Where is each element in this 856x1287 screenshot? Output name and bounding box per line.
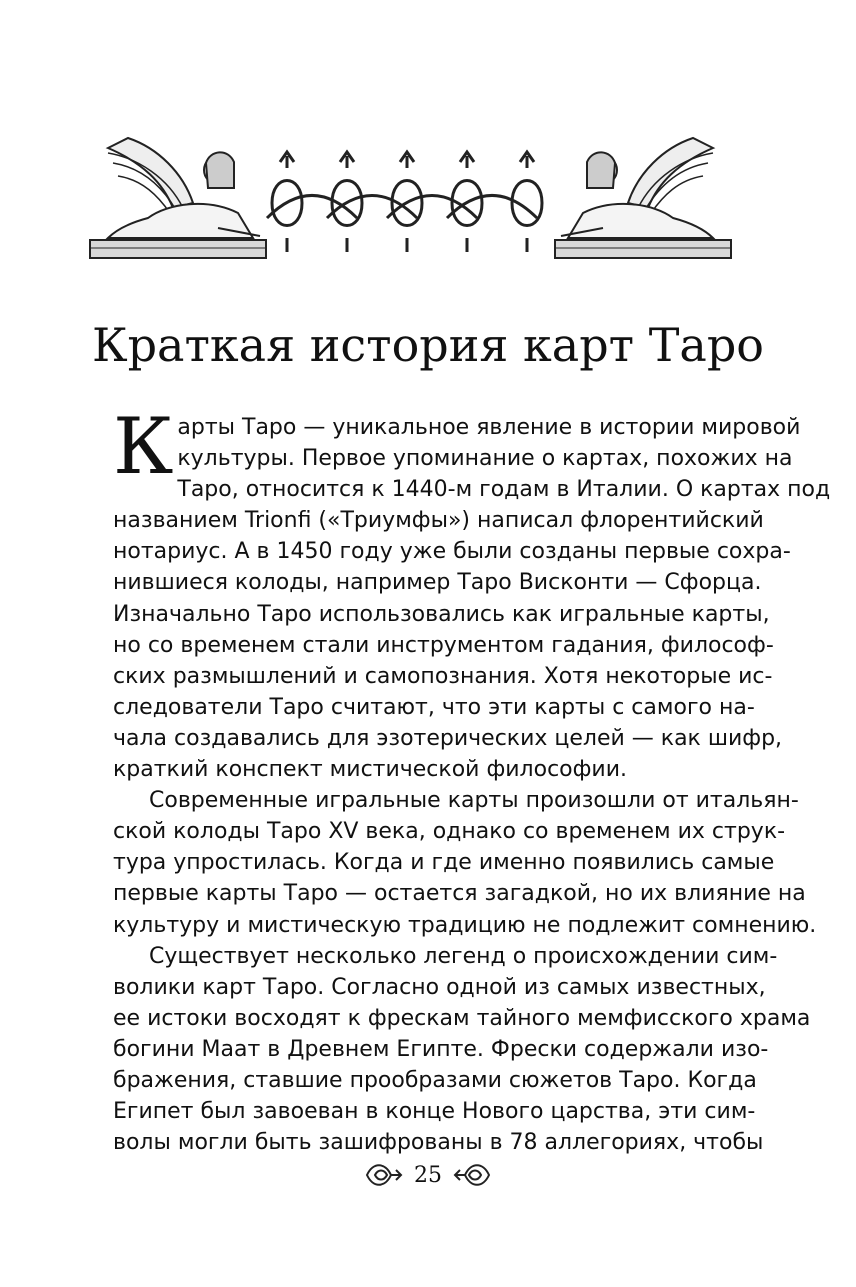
page-number: 25 (414, 1162, 442, 1188)
text-line: ских размышлений и самопознания. Хотя некоторые ис- (113, 663, 773, 689)
text-line: арты Таро — уникальное явление в истории мировой (177, 415, 801, 440)
text-line: но со временем стали инструментом гадания, философ- (113, 632, 774, 658)
sphinx-left-icon (88, 118, 268, 268)
sphinx-right-icon (553, 118, 733, 268)
text-line: культуры. Первое упоминание о картах, похожих на (177, 446, 793, 472)
page-title: Краткая история карт Таро (92, 318, 764, 372)
body-text (113, 402, 831, 1158)
text-line: чала создавались для эзотерических целей — как шифр, (113, 725, 783, 751)
drop-cap: К (113, 402, 174, 492)
paragraph-2 (113, 785, 817, 940)
text-line: ее истоки восходят к фрескам тайного мемфисского храма (113, 1005, 811, 1031)
text-line: волики карт Таро. Согласно одной из самых известных, (113, 974, 766, 1000)
text-line: краткий конспект мистической философии. (113, 757, 628, 783)
text-line: культуру и мистическую традицию не подлежит сомнению. (113, 912, 817, 938)
page-footer (0, 1160, 856, 1200)
text-line: следователи Таро считают, что эти карты с самого на- (113, 694, 755, 720)
text-line: нотариус. А в 1450 году уже были созданы первые сохра- (113, 539, 791, 565)
text-line: Изначально Таро использовались как игральные карты, (113, 601, 770, 627)
header-illustration (0, 118, 856, 278)
footer-ornament-left-icon (363, 1160, 403, 1190)
text-line: Существует несколько легенд о происхождении сим- (149, 943, 778, 969)
footer-ornament-right-icon (453, 1160, 493, 1190)
paragraph-3 (113, 941, 811, 1159)
text-line: Египет был завоеван в конце Нового царства, эти сим- (113, 1099, 756, 1125)
text-line: названием Trionfi («Триумфы») написал флорентийский (113, 508, 764, 534)
paragraph-1 (113, 402, 831, 785)
ornament-band-icon (262, 148, 570, 258)
text-line: бражения, ставшие прообразами сюжетов Таро. Когда (113, 1067, 757, 1093)
text-line: нившиеся колоды, например Таро Висконти — Сфорца. (113, 570, 762, 596)
text-line: богини Маат в Древнем Египте. Фрески содержали изо- (113, 1036, 769, 1062)
text-line: первые карты Таро — остается загадкой, но их влияние на (113, 881, 806, 907)
text-line: волы могли быть зашифрованы в 78 аллегориях, чтобы (113, 1130, 764, 1156)
text-line: Современные игральные карты произошли от итальян- (149, 788, 799, 814)
text-line: ской колоды Таро XV века, однако со временем их струк- (113, 819, 786, 845)
text-line: тура упростилась. Когда и где именно появились самые (113, 850, 775, 876)
text-line: Таро, относится к 1440-м годам в Италии. О картах под (177, 477, 831, 503)
